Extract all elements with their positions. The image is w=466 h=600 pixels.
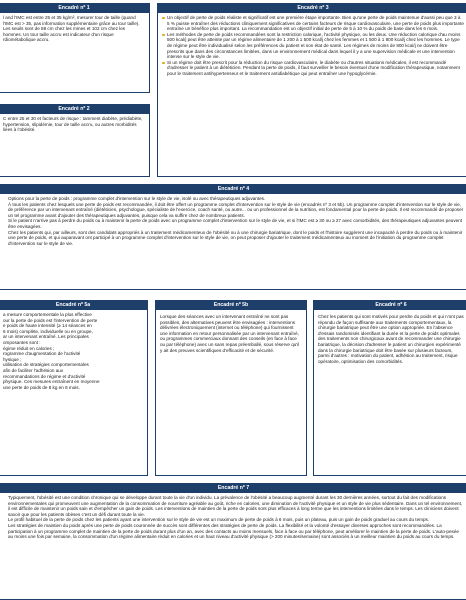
encadre-5a-line: rogramme d'augmentation de l'activité <box>3 351 81 357</box>
encadre-7-item: Les stratégies de maintien du poids après une perte de poids couronnée de succès sont différentes des stratégies de perte de poids. La flexibilité et la volonté d'essayer diverses approches sont recommandées. La participation à un programme complet de maintien de la perte de poids durant plus d'un an, avec des contacts au moins mensuels, face à face ou par téléphone, peut améliorer le maintien de la perte de poids. L'auto-pesée au moins une fois par semaine, la consommation d'un régime alimentaire réduit en calories et un haut niveau d'activité physique (> 200 minutes/semaine) sont associés à un meilleur maintien du poids au cours du temps. <box>8 522 459 540</box>
encadre-1-text: l and l'IMC est entre 25 et 35 kg/m², mesurer tour de taille (quand l'IMC est > 35, pas information supplémentaire grâce au tour taille). Les seuils sont de 88 cm chez les mmes et 102 cm chez les hommes. Un tour taille accru est indicateur d'un risque rdiométabolique accru. <box>3 15 140 43</box>
encadre-1-title: Encadré nº 1 <box>0 4 149 13</box>
encadre-5a-line: hysique ; <box>3 356 22 362</box>
encadre-4 <box>0 184 466 290</box>
encadre-2-text: C entre 25 et 30 et facteurs de risque : tamment diabète, prédiabète, hypertension, slipidémie, tour de taille accru, ou autres morbidités liées à l'obésité. <box>3 116 143 133</box>
encadre-4-item: Chez les patients qui, par ailleurs, sont des candidats appropriés à un traitement médicamenteux de l'obésité ou à une chirurgie bariatrique, dont le poids et l'histoire suggèrent une incapacité à perdre du poids ou à maintenir une perte de poids, et qui auparavant ont participé à un programme complet d'intervention sur le style de vie, on peut proposer d'ajouter le traitement médicamenteux au moment de l'initiation du programme complet d'intervention sur le style de vie. <box>8 229 463 246</box>
encadre-3-title: Encadré nº 3 <box>158 4 466 13</box>
encadre-5a-line: e poids de haute intensité (≥ 14 séances en <box>3 323 92 329</box>
encadre-1 <box>0 3 150 93</box>
encadre-4-item: Si le patient n'arrive pas à perdre du poids ou à maintenir la perte de poids avec un programme complet d'intervention sur le style de vie, et si l'IMC est ≥ 30 ou ≥ 27 avec comorbidités, des thérapeutiques adjuvantes peuvent être envisagées. <box>8 218 463 229</box>
encadre-5a-line: une perte de poids de 8 kg en 6 mois. <box>3 384 80 390</box>
encadre-7-title: Encadré nº 7 <box>0 484 466 493</box>
encadre-5a-line: omposantes sont : <box>3 339 41 345</box>
encadre-3-item: Si un régime doit être prescrit pour la réduction du risque cardiovasculaire, le diabète ou d'autres situations médicales, il est recommandé d'adresser le patient à un diététicien. Pendant la perte de poids, il faut surveiller le besoin éventuel d'une modification thérapeutique, notamment pour le traitement antihypertenseur et le traitement antidiabétique qui peut entraîner une hypoglycémie. <box>162 60 464 77</box>
encadre-5a-line: physique. Ces mesures entraînent en moyenne <box>3 379 100 385</box>
encadre-2 <box>0 104 150 177</box>
encadre-7 <box>0 483 466 600</box>
encadre-5a-line: ar un intervenant entraîné. Les principales <box>3 334 89 340</box>
encadre-3-item: Les méthodes de perte de poids recommandées sont la restriction calorique, l'activité physique, ou les deux. Une réduction calorique d'au moins 500 kcal/j peut être atteinte par un régime alimentaire de 1 200 à 1 500 kcal/j chez les femmes et 1 500 à 1 800 kcal/j chez les hommes. Le type de régime peut être individualisé selon les préférences du patient et son état de santé. Les régimes de moins de 800 kcal/j ne doivent être prescrits que dans des circonstances limitées, dans un environnement médical dans lequel il y a une supervision médicale et une intervention intense sur le style de vie. <box>162 32 464 60</box>
encadre-5b <box>155 300 307 476</box>
encadre-5a-title: Encadré nº 5a <box>0 301 147 310</box>
encadre-6-text: Chez les patients qui sont motivés pour perdre du poids et qui n'ont pas répondu de façon suffisante aux traitements comportementaux, la chirurgie bariatrique peut être une option appropriée. En l'absence d'essais randomisés identifiant la durée et la perte de poids optimales des traitements non chirurgicaux avant de recommander une chirurgie bariatrique, la décision d'adresser le patient un chirurgien expérimenté dans la chirurgie bariatrique doit être basée sur plusieurs facteurs, parmi d'autres : motivation du patient, adhésion au traitement, risque opératoire, optimisation des comorbidités. <box>318 314 464 364</box>
encadre-5a-line: a mesure comportementale la plus effective <box>3 312 92 317</box>
encadre-5a-line: recommandations de régime et d'activité <box>3 373 86 379</box>
encadre-5b-title: Encadré nº 5b <box>156 301 306 310</box>
encadre-5a-line: afin de faciliter l'adhésion aux <box>3 367 64 373</box>
encadre-4-item: À tous les patients chez lesquels une perte de poids est recommandée, il doit être offert un programme complet d'intervention sur le style de vie (encadrés nº 3 et 5b). Un programme complet d'intervention sur le style de vie, de préférence par un intervenant entraîné (diététicien, psychologue, spécialiste de l'exercice, coach santé, ou autre... ou un professionnel de la nutrition, est fondamental pour la perte de poids. Il est recommandé de proposer un tel programme avant d'ajouter des thérapeutiques adjuvantes, puisque cela va suffire chez de nombreux patients. <box>8 201 464 218</box>
encadre-6 <box>313 300 466 476</box>
encadre-5a <box>0 300 148 476</box>
encadre-7-item: Le profil habituel de la perte de poids chez les patients ayant une intervention sur le style de vie est un maximum de perte de poids à 6 mois, puis un plateau, puis un gain de poids graduel au cours du temps. <box>8 517 430 523</box>
encadre-5a-line: our la perte de poids est l'intervention de perte <box>3 317 98 323</box>
encadre-4-item: Options pour la perte de poids : programme complet d'intervention sur le style de vie, isolé ou avec thérapeutiques adjuvantes. <box>8 196 266 201</box>
encadre-2-title: Encadré nº 2 <box>0 105 149 114</box>
encadre-5a-line: utilisation de stratégies comportementales <box>3 362 89 368</box>
encadre-4-title: Encadré nº 4 <box>0 185 466 194</box>
encadre-5b-text: Lorsque des séances avec un intervenant entraîné ne sont pas possibles, des alternatives peuvent être envisagées : interventions délivrées électroniquement (internet ou téléphone) qui fournissent une information en retour personnalisée par un intervenant entraîné, ou programmes commerciaux donnant des conseils (en face à face ou par téléphone) avec un sans repas préemballé, sous réserve qu'il y ait des preuves scientifiques d'efficacité et de sécurité. <box>160 314 300 353</box>
encadre-3 <box>157 3 466 177</box>
encadre-5a-line: égime réduit en calories ; <box>3 345 55 351</box>
encadre-7-item: Typiquement, l'obésité est une condition chronique qui se développe durant toute la vie d'un individu. La prévalence de l'obésité a beaucoup augmenté durant les 30 dernières années, surtout du fait des modifications environnementales qui promeuvent une augmentation de la consommation de nourriture agréable au goût, riche en calories, une diminution de l'activité physique et un style de vie plus sédentaire. Dans un tel environnement, il est difficile de maintenir un poids sain et d'empêcher un gain de poids. Les interventions de maintien de la perte de poids sont plus efficaces à long terme que les interventions limitées dans le temps. Les cliniciens doivent savoir que pour les patients obèses c'est un défi durant toute la vie. <box>8 495 463 517</box>
encadre-3-item: Un objectif de perte de poids réaliste et significatif est une première étape importante. Bien qu'une perte de poids maintenue d'aussi peu que 3 à 5 % puisse entraîner des réductions cliniquement significatives de certains facteurs de risque cardiovasculaire, une perte de poids plus importante entraîne un bénéfice plus important. La recommandation est un objectif initial de perte de 5 à 10 % du poids de base dans les 6 mois. <box>162 15 464 32</box>
encadre-5a-line: 6 mois) complète, individuelle ou en groupe, <box>3 328 93 334</box>
encadre-6-title: Encadré nº 6 <box>314 301 466 310</box>
